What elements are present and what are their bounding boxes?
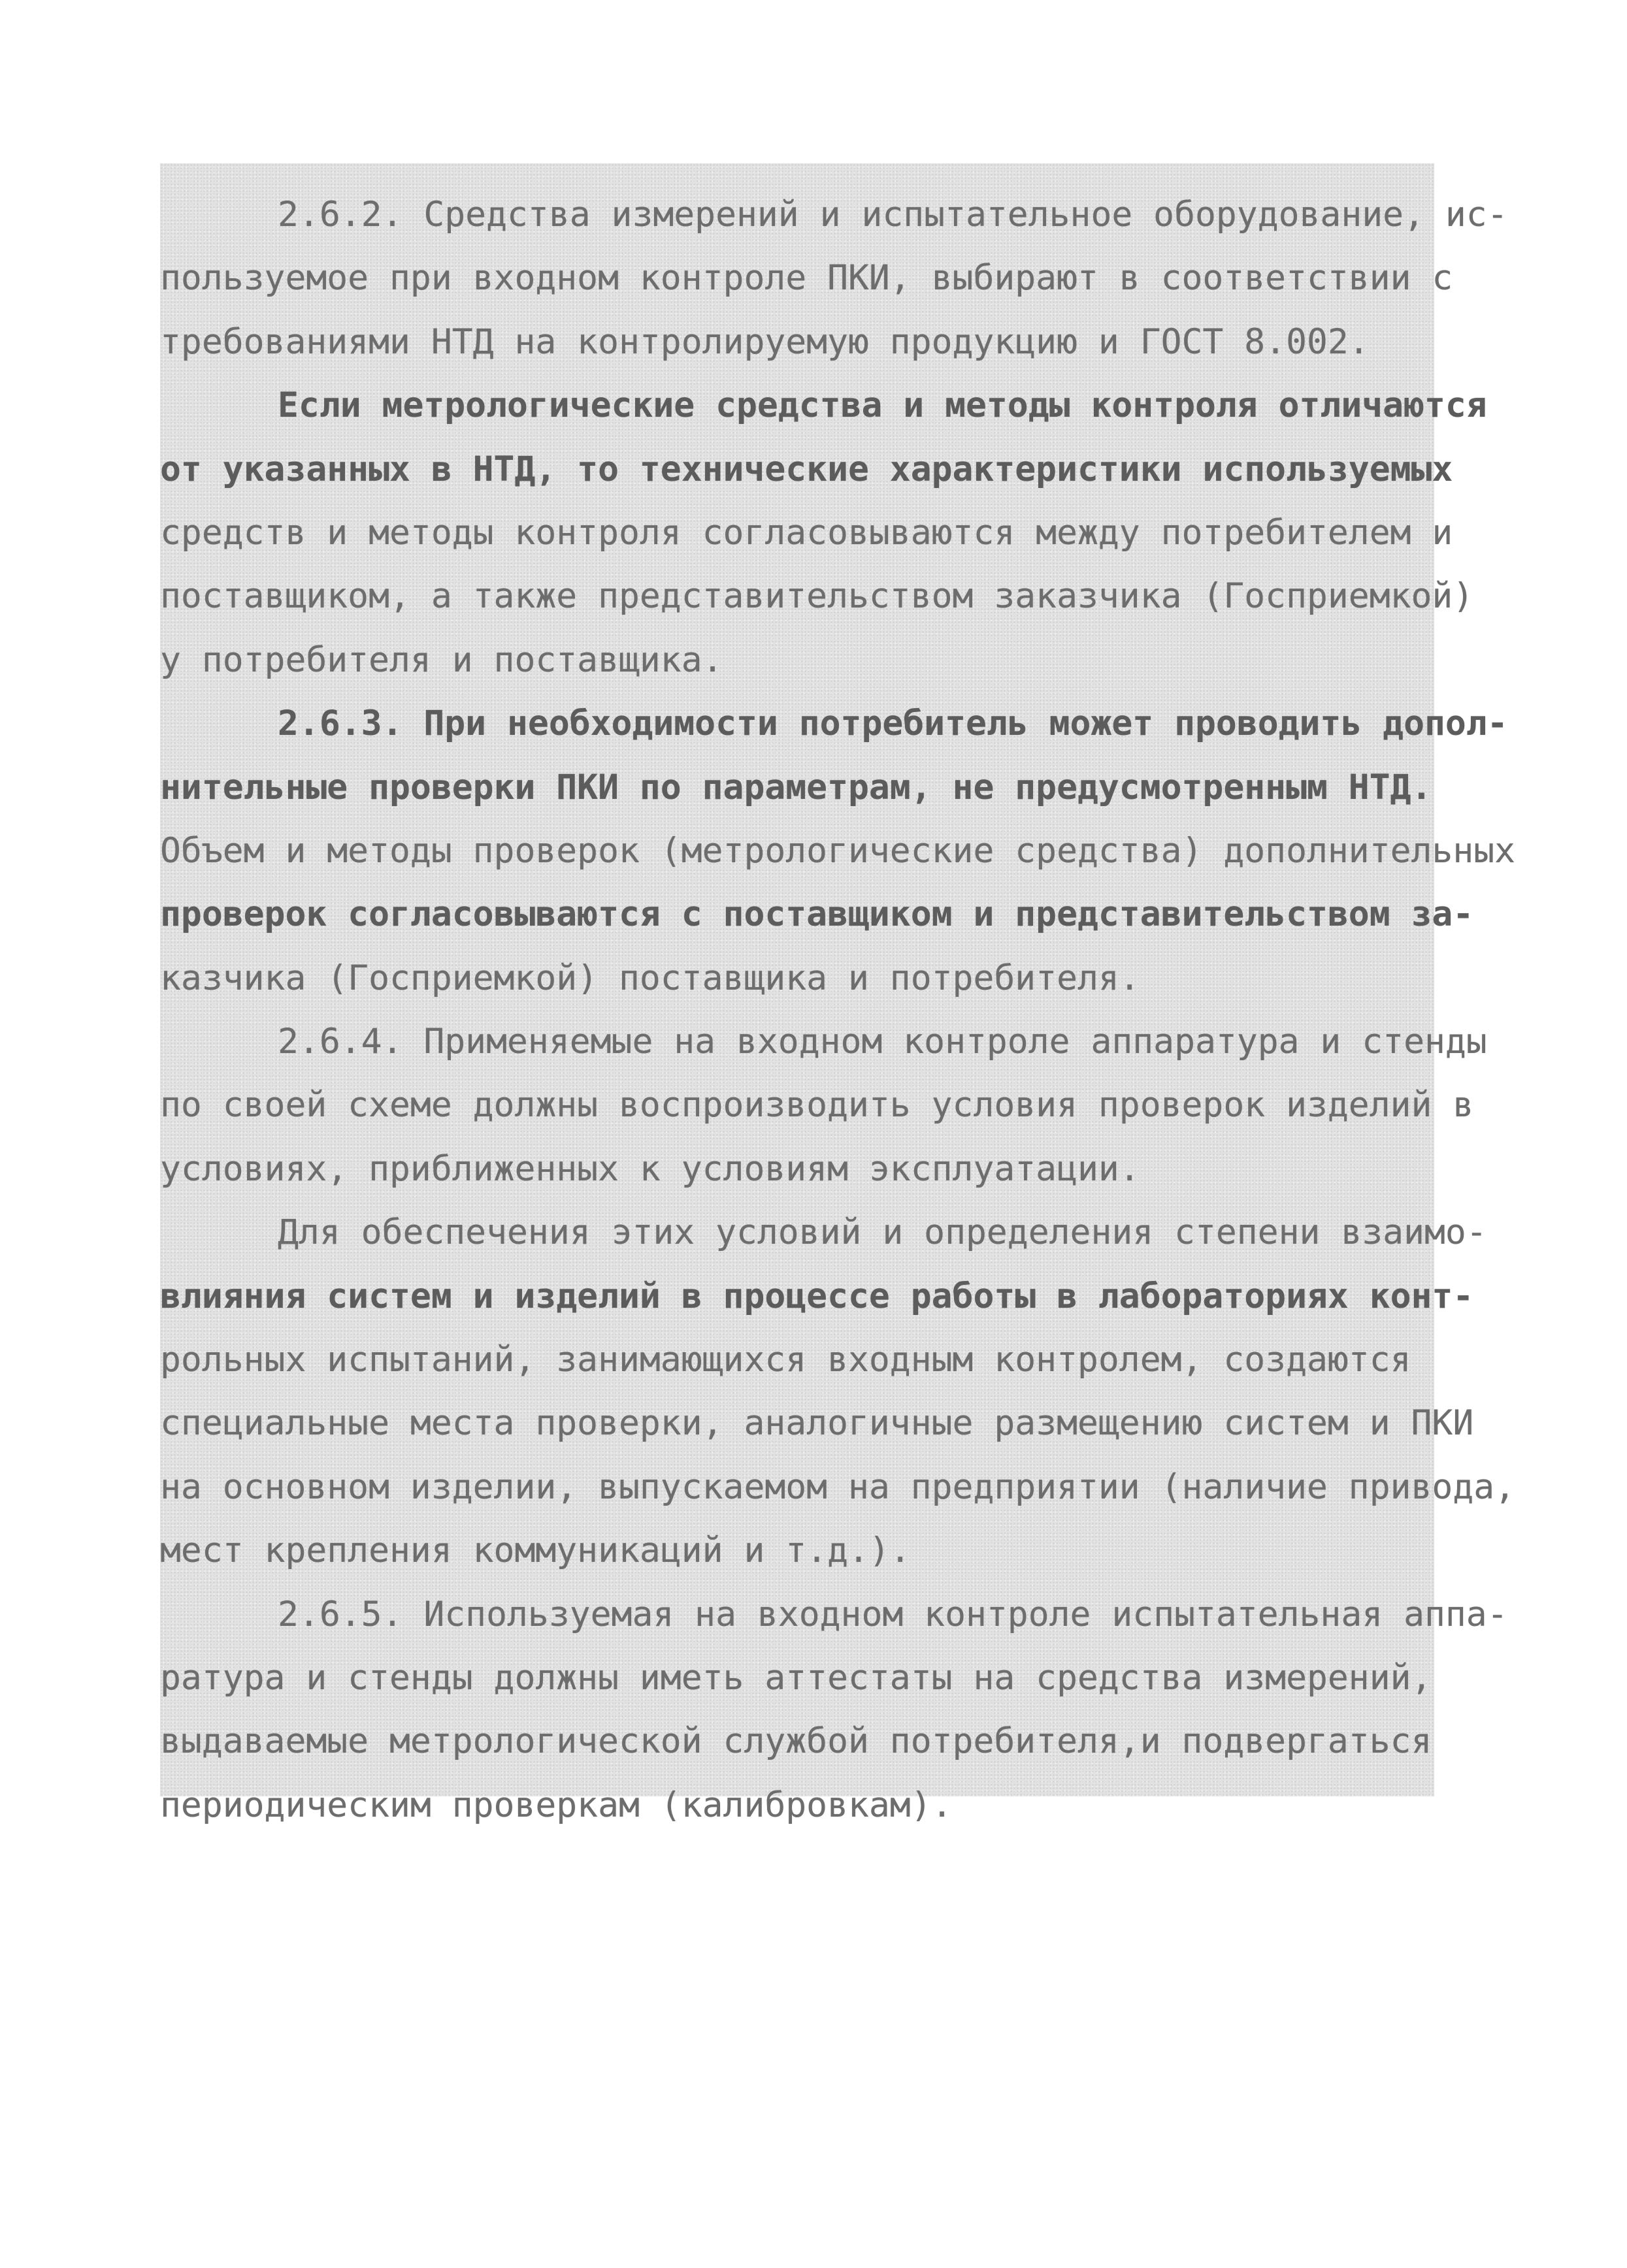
text-line: по своей схеме должны воспроизводить условия проверок изделий в [160, 1085, 1474, 1126]
text-line: казчика (Госприемкой) поставщика и потребителя. [160, 958, 1140, 998]
scanned-page-region [160, 163, 1516, 1825]
text-line: 2.6.3. При необходимости потребитель может проводить допол- [278, 704, 1508, 744]
paragraph-metrology [160, 374, 1487, 692]
text-line: 2.6.5. Используемая на входном контроле испытательная аппа- [278, 1594, 1508, 1634]
paragraph-2-6-2 [160, 183, 1508, 374]
paragraph-2-6-3 [160, 692, 1516, 1010]
text-line: специальные места проверки, аналогичные размещению систем и ПКИ [160, 1403, 1474, 1444]
text-line: Если метрологические средства и методы контроля отличаются [278, 385, 1487, 426]
text-line: ратура и стенды должны иметь аттестаты на средства измерений, [160, 1657, 1432, 1698]
text-line: влияния систем и изделий в процессе работы в лабораториях конт- [160, 1276, 1474, 1316]
text-line: на основном изделии, выпускаемом на предприятии (наличие привода, [160, 1466, 1516, 1507]
text-line: поставщиком, а также представительством заказчика (Госприемкой) [160, 576, 1474, 617]
text-line: средств и методы контроля согласовываются между потребителем и [160, 512, 1453, 553]
text-line: от указанных в НТД, то технические характеристики используемых [160, 449, 1453, 489]
text-line: мест крепления коммуникаций и т.д.). [160, 1531, 911, 1571]
text-line: Объем и методы проверок (метрологические средства) дополнительных [160, 830, 1516, 871]
text-line: нительные проверки ПКИ по параметрам, не предусмотренным НТД. [160, 767, 1432, 807]
text-line: условиях, приближенных к условиям эксплуатации. [160, 1148, 1140, 1189]
text-line: 2.6.2. Средства измерений и испытательное оборудование, ис- [278, 195, 1508, 235]
text-line: 2.6.4. Применяемые на входном контроле аппаратура и стенды [278, 1022, 1487, 1062]
paragraph-2-6-4 [160, 1010, 1487, 1201]
text-line: Для обеспечения этих условий и определения степени взаимо- [278, 1212, 1487, 1253]
text-line: у потребителя и поставщика. [160, 640, 723, 680]
text-line: пользуемое при входном контроле ПКИ, выбирают в соответствии с [160, 258, 1453, 299]
text-line: рольных испытаний, занимающихся входным контролем, создаются [160, 1340, 1411, 1380]
paragraph-conditions [160, 1201, 1516, 1582]
paragraph-2-6-5 [160, 1583, 1508, 1838]
text-line: периодическим проверкам (калибровкам). [160, 1785, 953, 1825]
text-line: проверок согласовываются с поставщиком и представительством за- [160, 894, 1474, 935]
text-line: требованиями НТД на контролируемую продукцию и ГОСТ 8.002. [160, 321, 1370, 362]
text-line: выдаваемые метрологической службой потребителя,и подвергаться [160, 1721, 1432, 1762]
document-body [160, 183, 1516, 1837]
